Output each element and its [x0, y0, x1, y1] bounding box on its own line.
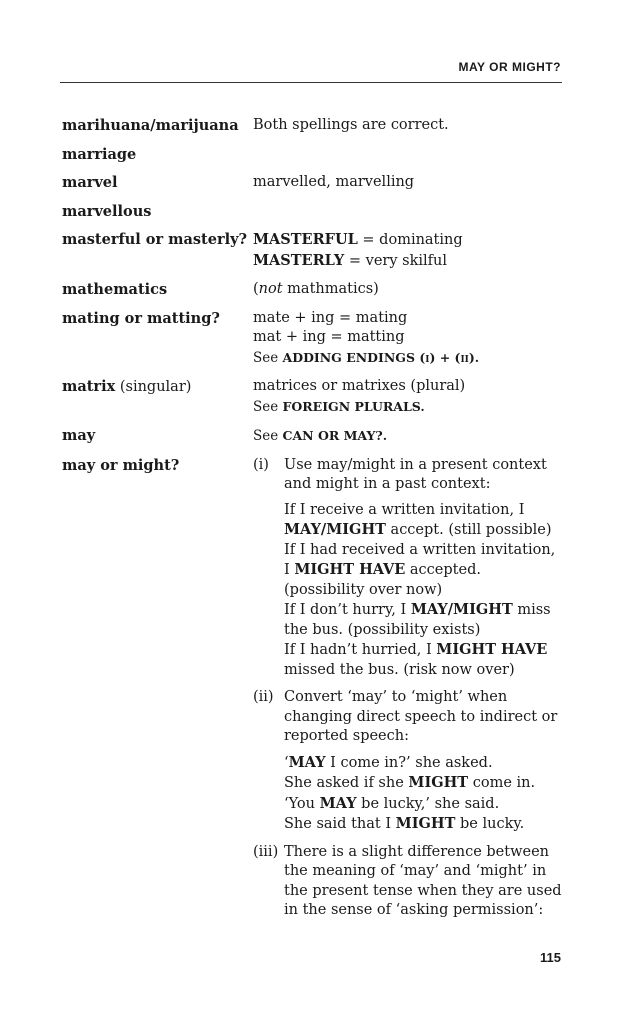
entry-marihuana	[62, 116, 562, 136]
entry-definition	[253, 426, 562, 447]
definition-text: = very skilful	[344, 252, 448, 269]
example-line: If I had received a written invitation, I MIGHT HAVE accepted. (possibility over now)	[284, 541, 556, 598]
entry-matrix	[62, 377, 562, 417]
entry-may-or-might	[62, 456, 562, 929]
examples	[284, 501, 562, 681]
see-label: See	[253, 428, 279, 444]
point-text: There is a slight difference between the meaning of ‘may’ and ‘might’ in the present tense when they are used in the sense of ‘asking permission’:	[284, 843, 562, 918]
examples	[284, 753, 562, 835]
example-line: If I receive a written invitation, I MAY/MIGHT accept. (still possible)	[284, 501, 552, 538]
definition-word: MASTERLY	[253, 251, 345, 269]
definition-text: mathmatics)	[282, 281, 379, 297]
entry-definition	[253, 230, 562, 271]
definition-line: mat + ing = matting	[253, 329, 405, 345]
entry-mating	[62, 309, 562, 369]
entry-definition	[253, 280, 562, 300]
entry-term-word: matrix	[62, 378, 116, 395]
entry-term: mating or matting?	[62, 309, 220, 327]
entry-term: may or might?	[62, 456, 180, 474]
point-number: (iii)	[253, 843, 279, 860]
definition-word: MASTERFUL	[253, 231, 358, 248]
entry-may	[62, 426, 562, 447]
entry-definition: Both spellings are correct.	[253, 117, 449, 133]
point-text: Convert ‘may’ to ‘might’ when changing direct speech to indirect or reported speech:	[284, 689, 558, 744]
numbered-point	[253, 688, 562, 835]
entry-masterful	[62, 230, 562, 271]
definition-text: (	[253, 281, 259, 297]
entry-mathematics	[62, 280, 562, 300]
example-line: If I hadn’t hurried, I MIGHT HAVE missed the bus. (risk now over)	[284, 641, 548, 678]
point-number: (i)	[253, 456, 269, 473]
definition-italic: not	[258, 281, 283, 297]
example-line: ‘You MAY be lucky,’ she said.	[284, 794, 500, 812]
point-text: Use may/might in a present context and might in a past context:	[284, 456, 547, 492]
cross-reference: ADDING ENDINGS (i) + (ii).	[282, 349, 480, 365]
running-head: MAY OR MIGHT?	[458, 60, 561, 74]
numbered-point	[253, 456, 562, 681]
numbered-point	[253, 843, 562, 921]
entry-term: marvellous	[62, 202, 152, 220]
definition-text: = dominating	[357, 232, 463, 248]
entry-definition	[253, 309, 562, 369]
entry-definition	[253, 377, 562, 417]
entry-marvel	[62, 173, 562, 193]
see-label: See	[253, 398, 279, 415]
cross-reference: CAN OR MAY?.	[282, 428, 388, 443]
entry-term: mathematics	[62, 281, 168, 298]
entry-term	[62, 377, 253, 417]
entry-marriage	[62, 145, 562, 165]
entry-term-note: (singular)	[115, 379, 192, 395]
see-label: See	[253, 349, 279, 366]
entry-marvellous	[62, 202, 562, 222]
example-line: If I don’t hurry, I MAY/MIGHT miss the bus. (possibility exists)	[284, 601, 551, 638]
dictionary-entries	[62, 116, 562, 938]
entry-term: marihuana/marijuana	[62, 117, 239, 134]
entry-definition: marvelled, marvelling	[253, 174, 415, 190]
header-rule	[60, 82, 562, 83]
cross-reference: FOREIGN PLURALS.	[282, 398, 425, 414]
example-line: ‘MAY I come in?’ she asked.	[284, 753, 493, 771]
entry-definition	[253, 456, 562, 929]
page-number: 115	[540, 950, 561, 965]
entry-term: marriage	[62, 145, 137, 163]
point-number: (ii)	[253, 689, 274, 705]
definition-line: mate + ing = mating	[253, 309, 408, 326]
entry-term: masterful or masterly?	[62, 231, 248, 248]
definition-line: matrices or matrixes (plural)	[253, 378, 466, 394]
example-line: She said that I MIGHT be lucky.	[284, 815, 525, 832]
entry-term: marvel	[62, 174, 118, 191]
example-line: She asked if she MIGHT come in.	[284, 774, 536, 791]
entry-term: may	[62, 427, 96, 444]
